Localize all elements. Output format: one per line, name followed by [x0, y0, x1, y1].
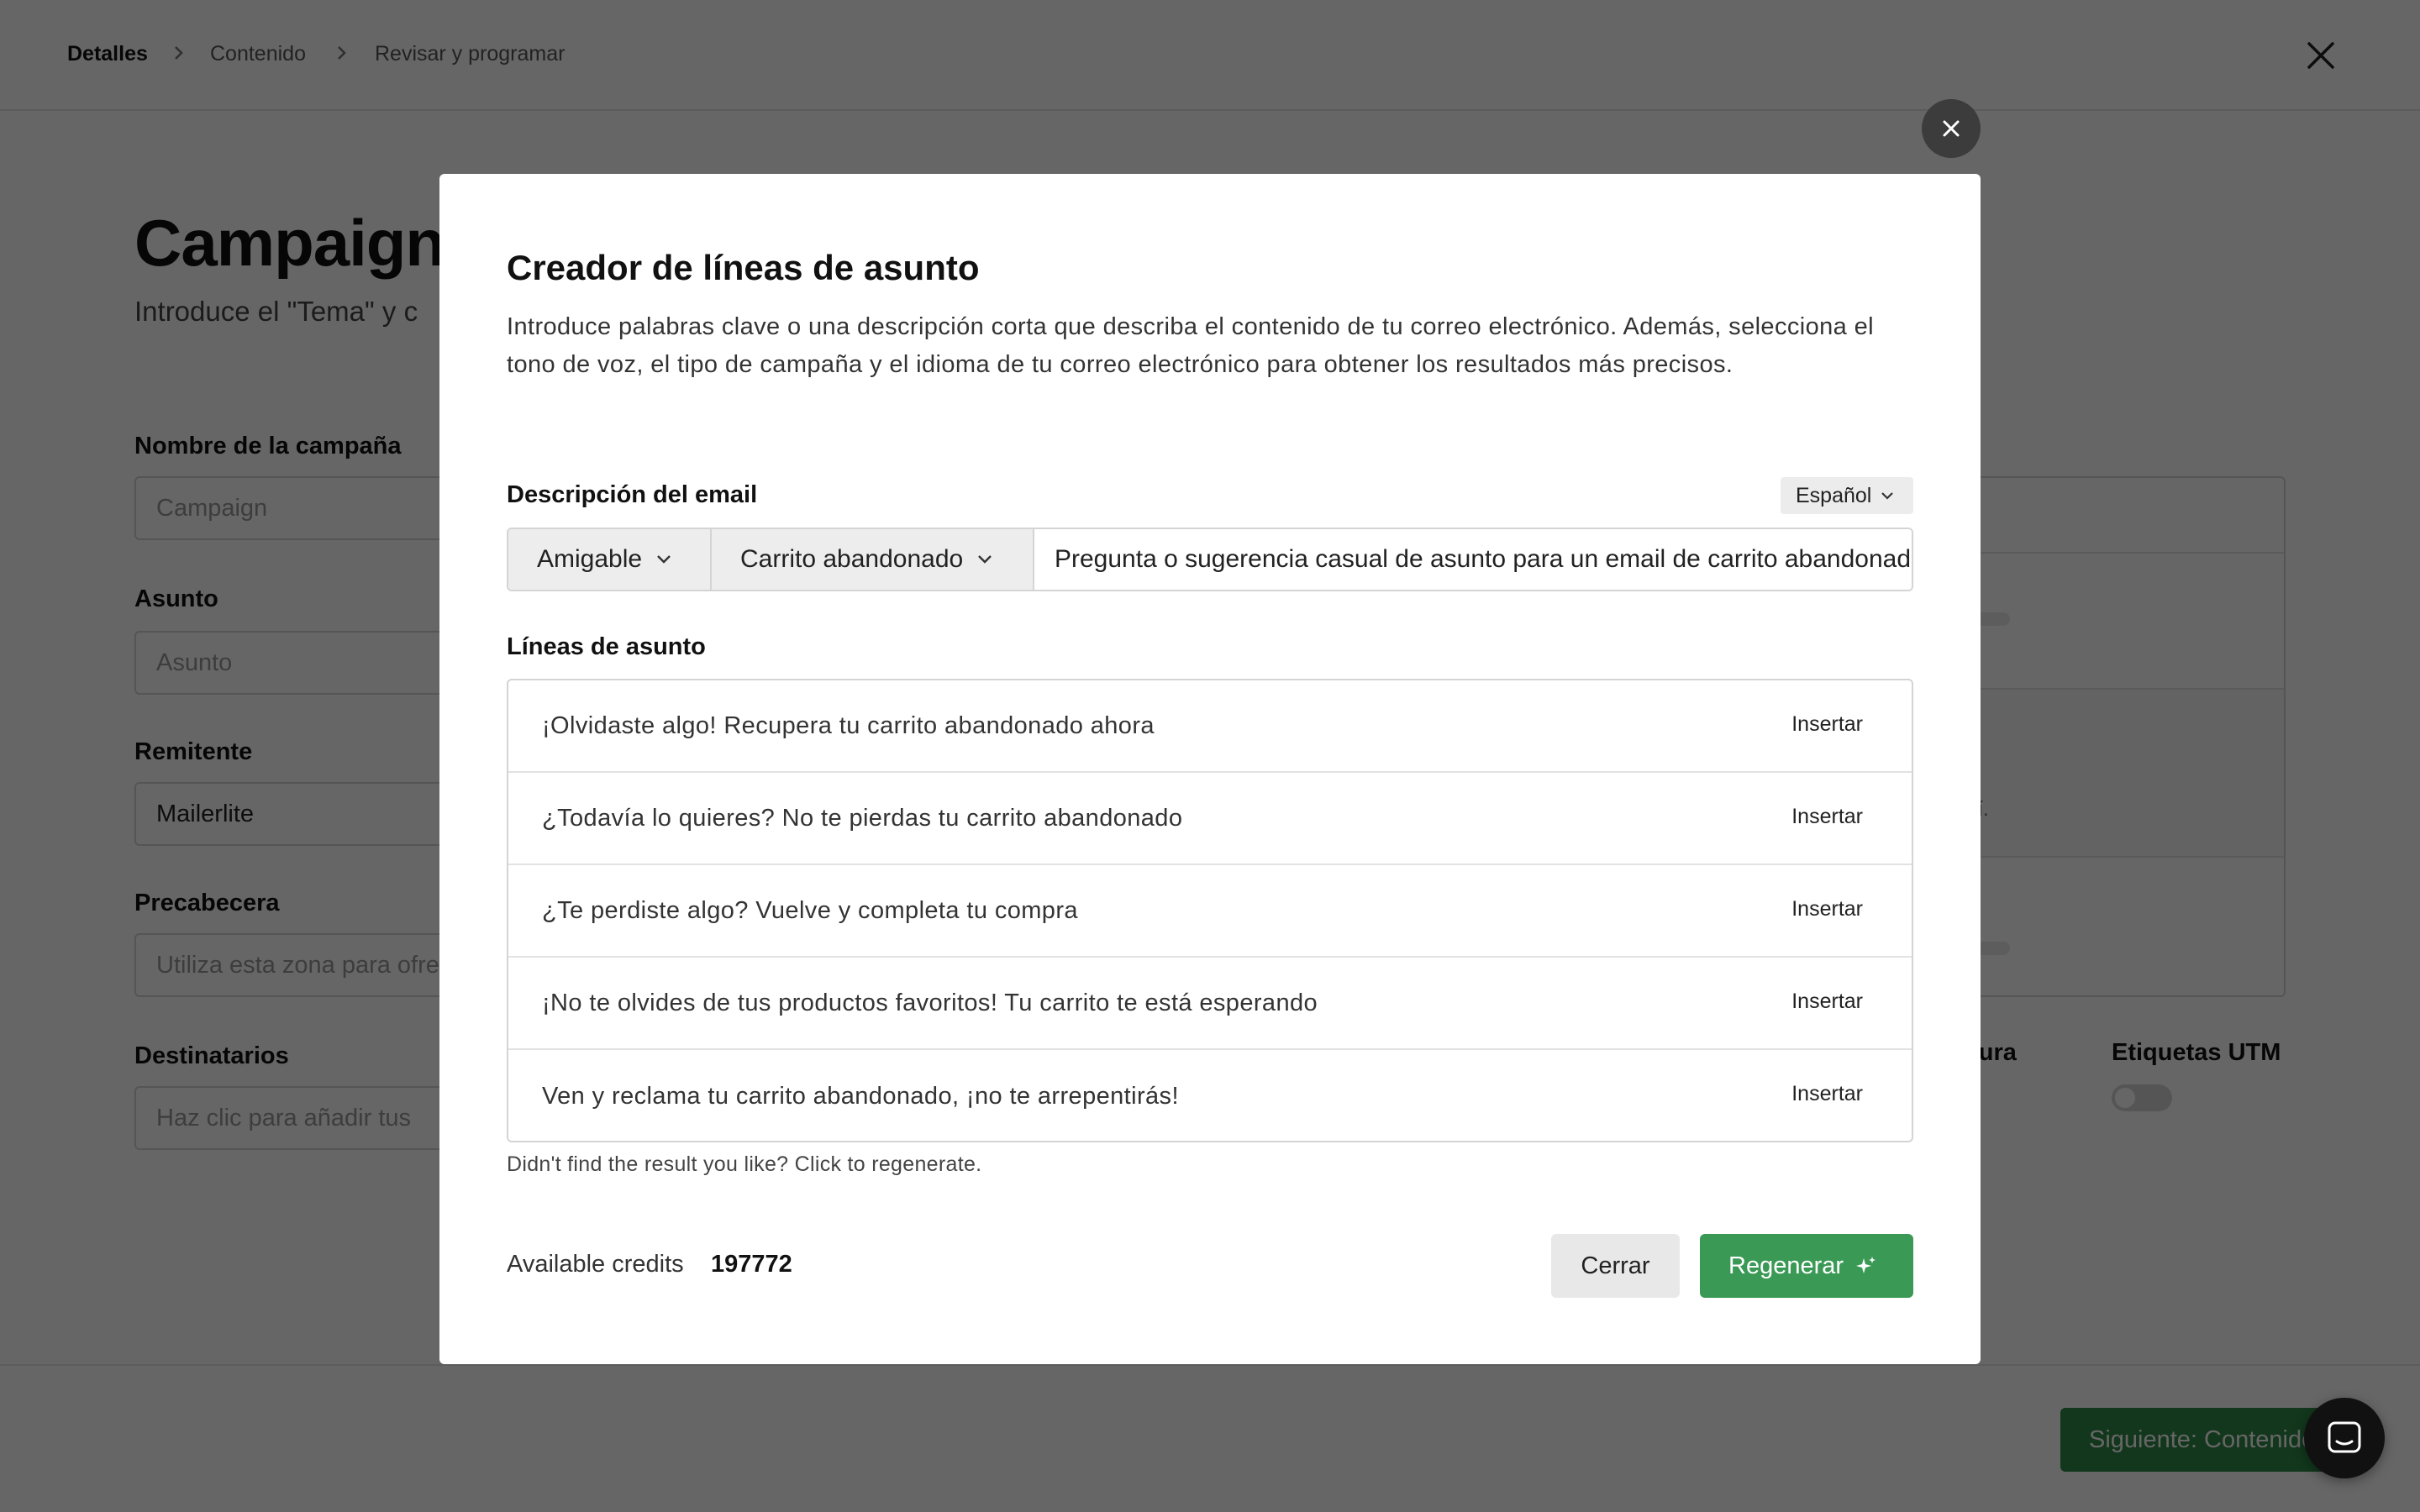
chevron-down-icon: [976, 554, 993, 565]
language-select[interactable]: [1781, 477, 1913, 514]
subject-line-text: ¡No te olvides de tus productos favoritos! Tu carrito te está esperando: [542, 989, 1318, 1016]
close-button-label: Cerrar: [1581, 1252, 1650, 1279]
subject-lines-label: Líneas de asunto: [507, 633, 706, 660]
query-input[interactable]: [1034, 529, 1912, 590]
modal-description: Introduce palabras clave o una descripción corta que describa el contenido de tu correo electrónico. Además, selecciona el tono de voz, el tipo de campaña y el idioma de tu correo electrónico para obtener los resultados más precisos.: [507, 313, 1875, 378]
chevron-down-icon: [1880, 491, 1895, 501]
campaign-type-value: Carrito abandonado: [740, 545, 964, 573]
subject-line-text: Ven y reclama tu carrito abandonado, ¡no te arrepentirás!: [542, 1082, 1179, 1110]
email-description-label: Descripción del email: [507, 481, 758, 508]
subject-line-item: [508, 1050, 1912, 1142]
close-button[interactable]: [1551, 1234, 1680, 1298]
subject-line-item: [508, 958, 1912, 1050]
tone-value: Amigable: [537, 545, 643, 573]
language-value: Español: [1796, 483, 1872, 507]
subject-line-item: [508, 865, 1912, 958]
insert-button[interactable]: Insertar: [1791, 897, 1863, 921]
insert-button[interactable]: Insertar: [1791, 805, 1863, 828]
subject-line-generator-modal: [439, 174, 1981, 1364]
subject-line-item: [508, 773, 1912, 865]
chat-icon: [2326, 1420, 2363, 1457]
credits-value: 197772: [711, 1251, 792, 1278]
insert-button[interactable]: Insertar: [1791, 1082, 1863, 1105]
regenerate-button[interactable]: [1700, 1234, 1913, 1298]
chat-launcher-button[interactable]: [2304, 1398, 2385, 1478]
close-icon: [1940, 118, 1962, 139]
regenerate-hint: Didn't find the result you like? Click to regenerate.: [507, 1152, 982, 1176]
modal-close-button[interactable]: [1922, 99, 1981, 158]
credits-label: Available credits: [507, 1251, 684, 1278]
insert-button[interactable]: Insertar: [1791, 712, 1863, 736]
subject-line-item: [508, 680, 1912, 773]
sparkle-icon: [1855, 1255, 1877, 1277]
query-row: [507, 528, 1913, 591]
tone-select[interactable]: [508, 529, 712, 590]
modal-title: Creador de líneas de asunto: [507, 248, 980, 287]
subject-line-text: ¿Te perdiste algo? Vuelve y completa tu compra: [542, 896, 1078, 924]
subject-line-text: ¿Todavía lo quieres? No te pierdas tu carrito abandonado: [542, 804, 1183, 832]
chevron-down-icon: [655, 554, 672, 565]
campaign-type-select[interactable]: [712, 529, 1034, 590]
subject-line-text: ¡Olvidaste algo! Recupera tu carrito abandonado ahora: [542, 711, 1155, 739]
subject-lines-list: [507, 679, 1913, 1142]
insert-button[interactable]: Insertar: [1791, 990, 1863, 1013]
regenerate-button-label: Regenerar: [1728, 1252, 1844, 1279]
